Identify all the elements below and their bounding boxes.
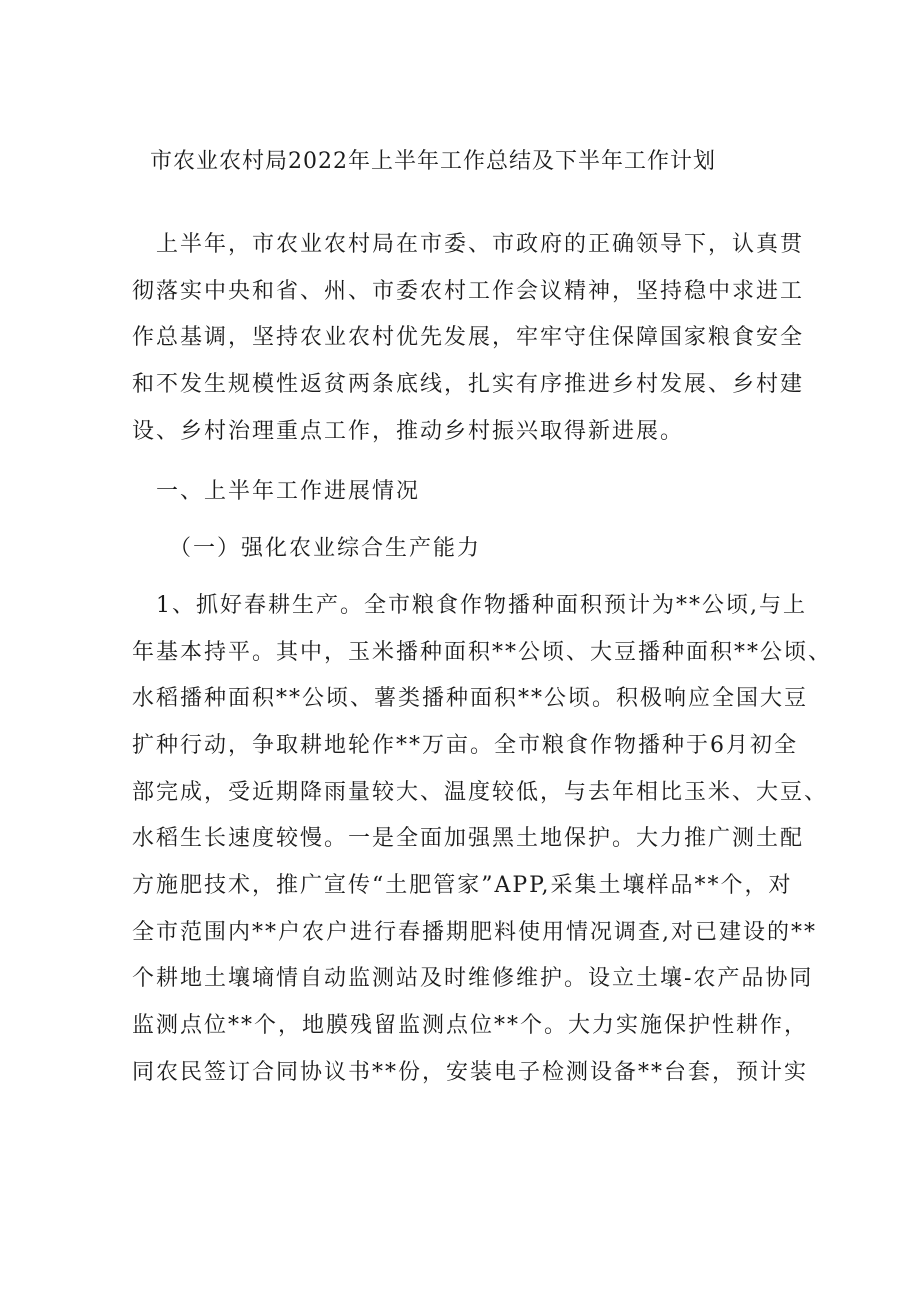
- item-line: 年基本持平。其中，玉米播种面积**公顷、大豆播种面积**公顷、: [132, 639, 833, 665]
- item-line: 全市范围内**户农户进行春播期肥料使用情况调查,对已建设的**: [132, 919, 817, 945]
- item-line: 水稻播种面积**公顷、薯类播种面积**公顷。积极响应全国大豆: [132, 686, 809, 712]
- item-line: 方施肥技术，推广宣传“土肥管家”APP,采集土壤样品**个，对: [132, 872, 793, 898]
- subsection-heading: （一）强化农业综合生产能力: [132, 536, 482, 562]
- section-heading: 一、上半年工作进展情况: [132, 479, 421, 505]
- item-line: 部完成，受近期降雨量较大、温度较低，与去年相比玉米、大豆、: [132, 779, 829, 805]
- intro-line: 彻落实中央和省、州、市委农村工作会议精神，坚持稳中求进工: [132, 278, 805, 304]
- item-line: 水稻生长速度较慢。一是全面加强黑土地保护。大力推广测土配: [132, 826, 805, 852]
- item-line: 1、抓好春耕生产。全市粮食作物播种面积预计为**公顷,与上: [132, 592, 807, 618]
- intro-line: 设、乡村治理重点工作，推动乡村振兴取得新进展。: [132, 418, 685, 444]
- item-line: 同农民签订合同协议书**份，安装电子检测设备**台套，预计实: [132, 1059, 809, 1085]
- intro-line: 上半年，市农业农村局在市委、市政府的正确领导下，认真贯: [132, 232, 805, 257]
- document-body: [132, 222, 833, 1096]
- item-line: 个耕地土壤墒情自动监测站及时维修维护。设立土壤-农产品协同: [132, 966, 814, 992]
- item-line: 监测点位**个，地膜残留监测点位**个。大力实施保护性耕作，: [132, 1013, 809, 1038]
- intro-line: 和不发生规模性返贫两条底线，扎实有序推进乡村发展、乡村建: [132, 372, 805, 398]
- item-line: 扩种行动，争取耕地轮作**万亩。全市粮食作物播种于6月初全: [132, 732, 798, 758]
- intro-line: 作总基调，坚持农业农村优先发展，牢牢守住保障国家粮食安全: [132, 325, 805, 351]
- document-title: 市农业农村局2022年上半年工作总结及下半年工作计划: [150, 149, 716, 174]
